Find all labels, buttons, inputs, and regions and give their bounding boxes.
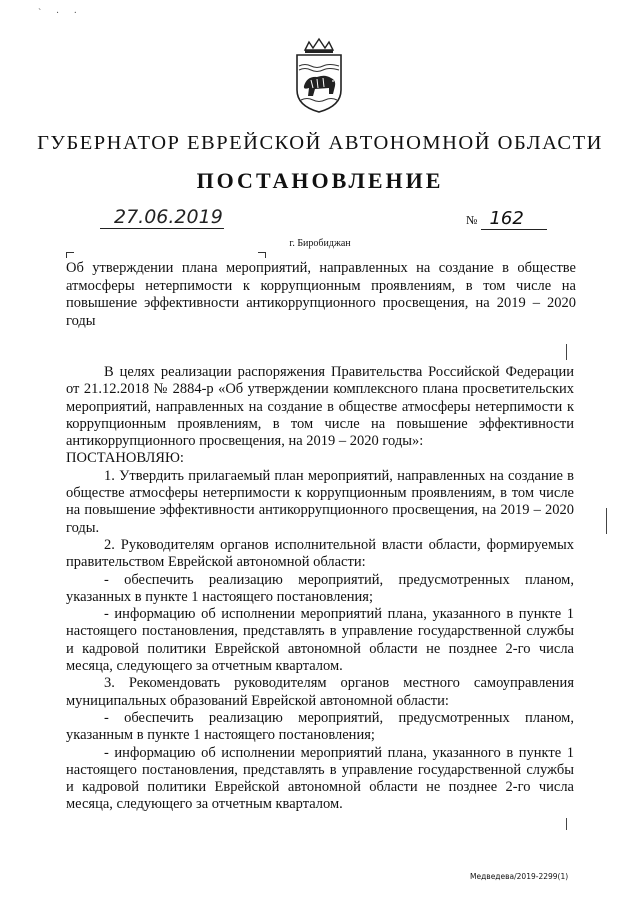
preamble-paragraph: В целях реализации распоряжения Правительства Российской Федерации от 21.12.2018 № 2884-р «Об утверждении комплексного плана просветительских мероприятий, направленных на создание в обществе атмосферы нетерпимости к коррупционным проявлениям, в том числе на повышение эффективности антикоррупционного просвещения, на 2019 – 2020 годы»: [66,364,574,450]
scan-corner-marks: ` · · [38,8,83,19]
item-3b-paragraph: - информацию об исполнении мероприятий плана, указанного в пункте 1 настоящего постановления, представлять в управление государственной службы и кадровой политики Еврейской автономной области не позднее 2-го числа месяца, следующего за отчетным кварталом. [66,744,574,813]
margin-mark [566,818,567,830]
item-2a-paragraph: - обеспечить реализацию мероприятий, предусмотренных планом, указанных в пункте 1 настоящего постановления; [66,571,574,605]
decree-date: 27.06.2019 [114,206,223,228]
margin-mark [606,508,607,534]
item-1-paragraph: 1. Утвердить прилагаемый план мероприятий, направленных на создание в обществе атмосферы нетерпимости к коррупционным проявлениям, в том числе на повышение эффективности антикоррупционного просвещения, на 2019 – 2020 годы. [66,467,574,536]
margin-mark [566,344,567,360]
decree-body [66,364,574,814]
item-2b-paragraph: - информацию об исполнении мероприятий плана, указанного в пункте 1 настоящего постановления, представлять в управление государственной службы и кадровой политики Еврейской автономной области не позднее 2-го числа месяца, следующего за отчетным кварталом. [66,606,574,675]
city-name: г. Биробиджан [289,238,351,249]
subject-bracket-right [258,252,266,258]
item-2-paragraph: 2. Руководителям органов исполнительной власти области, формируемых правительством Еврейской автономной области: [66,536,574,571]
resolve-heading: ПОСТАНОВЛЯЮ: [66,450,184,467]
document-type-title: ПОСТАНОВЛЕНИЕ [196,168,444,193]
decree-number: 162 [489,208,524,229]
number-sign: № [466,213,478,227]
item-3-paragraph: 3. Рекомендовать руководителям органов местного самоуправления муниципальных образований Еврейской автономной области: [66,675,574,709]
item-3a-paragraph: - обеспечить реализацию мероприятий, предусмотренных планом, указанным в пункте 1 настоящего постановления; [66,709,574,744]
decree-number-field [466,208,547,230]
organization-title: ГУБЕРНАТОР ЕВРЕЙСКОЙ АВТОНОМНОЙ ОБЛАСТИ [37,132,603,154]
coat-of-arms-icon [291,36,347,114]
decree-date-field [100,206,224,229]
decree-subject: Об утверждении плана мероприятий, направленных на создание в обществе атмосферы нетерпимости к коррупционным проявлениям, в том числе на повышение эффективности антикоррупционного просвещения, на 2019 – 2020 годы [66,260,576,329]
document-registration-code: Медведева/2019-2299(1) [470,872,569,881]
subject-bracket-left [66,252,74,258]
